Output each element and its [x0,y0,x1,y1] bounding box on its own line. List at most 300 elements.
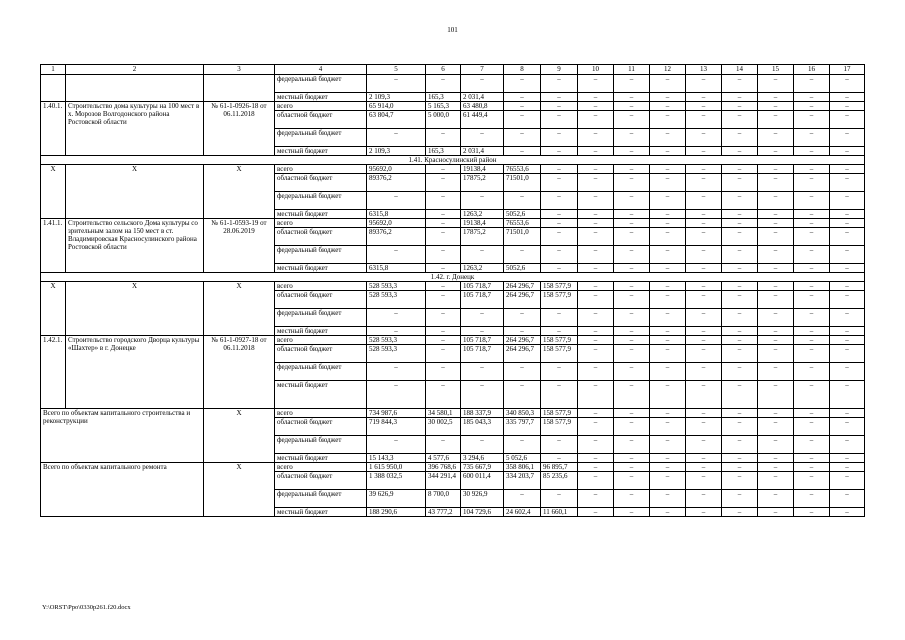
value-cell: – [578,210,614,219]
value-cell: – [722,508,758,517]
value-cell: 39 626,9 [367,490,426,508]
value-cell: – [830,345,865,363]
value-cell: – [758,102,794,111]
value-cell: – [650,192,686,210]
value-cell: 2 109,3 [367,147,426,156]
value-cell: – [686,363,722,381]
value-cell: – [722,75,758,93]
value-cell: – [426,192,461,210]
value-cell: – [614,409,650,418]
funding-source: федеральный бюджет [275,246,367,264]
value-cell: – [686,291,722,309]
value-cell: – [578,93,614,102]
value-cell: – [367,363,426,381]
funding-source: областной бюджет [275,174,367,192]
value-cell: – [614,219,650,228]
column-number: 8 [504,65,541,75]
object-name: X [66,165,204,219]
value-cell: – [614,463,650,472]
value-cell: – [686,102,722,111]
value-cell: 528 593,3 [367,345,426,363]
value-cell: – [541,327,578,336]
object-name: Строительство сельского Дома культуры со зрительным залом на 150 мест в ст. Владимировская Красносулинского района Ростовской области [66,219,204,273]
value-cell: – [650,463,686,472]
column-number: 3 [204,65,275,75]
value-cell: – [794,129,830,147]
value-cell: – [794,309,830,327]
value-cell: – [426,219,461,228]
value-cell: – [758,363,794,381]
value-cell: – [367,309,426,327]
total-name: Всего по объектам капитального ремонта [41,463,204,517]
value-cell: – [426,345,461,363]
value-cell: – [504,129,541,147]
value-cell: – [426,75,461,93]
object-name: Строительство дома культуры на 100 мест в х. Морозов Волгодонского района Ростовской области [66,102,204,156]
value-cell: – [614,174,650,192]
value-cell: – [614,210,650,219]
value-cell: 89376,2 [367,228,426,246]
value-cell: 5 000,0 [426,111,461,129]
funding-source: всего [275,336,367,345]
value-cell: – [758,345,794,363]
value-cell: – [541,75,578,93]
value-cell: – [614,228,650,246]
value-cell: – [504,363,541,381]
value-cell: – [650,228,686,246]
value-cell: – [758,291,794,309]
value-cell: – [541,490,578,508]
value-cell: – [650,472,686,490]
value-cell: – [367,129,426,147]
value-cell: – [614,291,650,309]
value-cell: – [650,102,686,111]
value-cell: 334 203,7 [504,472,541,490]
funding-source: местный бюджет [275,381,367,409]
value-cell: – [578,463,614,472]
funding-source: областной бюджет [275,418,367,436]
value-cell: 264 296,7 [504,345,541,363]
value-cell: – [686,246,722,264]
value-cell: – [461,309,504,327]
object-code: X [41,165,66,219]
value-cell: – [794,345,830,363]
object-code: 1.41.1. [41,219,66,273]
value-cell: – [758,436,794,454]
value-cell: 19138,4 [461,219,504,228]
value-cell: 95692,0 [367,219,426,228]
value-cell: – [578,219,614,228]
value-cell: 34 580,1 [426,409,461,418]
value-cell: – [504,327,541,336]
object-name: X [66,282,204,336]
budget-table [40,64,865,517]
funding-source: федеральный бюджет [275,309,367,327]
value-cell: – [758,228,794,246]
value-cell: – [650,454,686,463]
funding-source: всего [275,219,367,228]
section-row [41,273,865,282]
value-cell: – [758,454,794,463]
value-cell: – [650,147,686,156]
value-cell: – [722,129,758,147]
value-cell: – [686,418,722,436]
funding-source: всего [275,165,367,174]
value-cell: – [426,336,461,345]
value-cell: – [614,102,650,111]
value-cell: – [578,264,614,273]
funding-source: федеральный бюджет [275,490,367,508]
value-cell: – [794,264,830,273]
value-cell: – [794,210,830,219]
value-cell: – [830,381,865,409]
value-cell: 5 165,3 [426,102,461,111]
value-cell: 528 593,3 [367,291,426,309]
object-code: 1.40.1. [41,102,66,156]
value-cell: 735 667,9 [461,463,504,472]
value-cell: – [794,174,830,192]
column-number: 15 [758,65,794,75]
value-cell: – [686,436,722,454]
column-number: 10 [578,65,614,75]
value-cell: – [830,147,865,156]
value-cell: 6315,8 [367,264,426,273]
value-cell: – [426,363,461,381]
value-cell: – [541,309,578,327]
column-number: 5 [367,65,426,75]
value-cell: – [686,327,722,336]
value-cell: – [578,282,614,291]
value-cell: 15 143,3 [367,454,426,463]
value-cell: – [367,246,426,264]
value-cell: 185 043,3 [461,418,504,436]
value-cell: – [578,454,614,463]
value-cell: 1263,2 [461,210,504,219]
value-cell: – [650,210,686,219]
value-cell: 158 577,9 [541,409,578,418]
value-cell: – [578,246,614,264]
value-cell: – [650,327,686,336]
funding-source: областной бюджет [275,228,367,246]
funding-source: местный бюджет [275,210,367,219]
value-cell: – [722,327,758,336]
value-cell: 734 987,6 [367,409,426,418]
object-name [66,75,204,102]
value-cell: – [830,192,865,210]
value-cell: – [794,409,830,418]
value-cell: – [578,409,614,418]
value-cell: – [650,345,686,363]
value-cell: – [830,75,865,93]
value-cell: – [578,291,614,309]
value-cell: 65 914,0 [367,102,426,111]
value-cell: – [614,418,650,436]
value-cell: 1263,2 [461,264,504,273]
value-cell: – [830,93,865,102]
value-cell: – [578,472,614,490]
value-cell: – [426,210,461,219]
value-cell: – [461,192,504,210]
value-cell: – [504,309,541,327]
value-cell: – [722,418,758,436]
value-cell: – [614,436,650,454]
value-cell: – [794,436,830,454]
value-cell: – [722,463,758,472]
funding-source: всего [275,282,367,291]
value-cell: – [830,508,865,517]
value-cell: – [758,93,794,102]
value-cell: – [614,472,650,490]
value-cell: – [794,93,830,102]
funding-source: местный бюджет [275,508,367,517]
value-cell: – [758,472,794,490]
value-cell: – [578,418,614,436]
value-cell: – [614,192,650,210]
value-cell: – [758,75,794,93]
value-cell: – [794,508,830,517]
value-cell: 719 844,3 [367,418,426,436]
column-number: 6 [426,65,461,75]
value-cell: – [614,264,650,273]
value-cell: – [541,454,578,463]
value-cell: – [461,327,504,336]
value-cell: 19138,4 [461,165,504,174]
column-number: 16 [794,65,830,75]
value-cell: – [461,363,504,381]
value-cell: 8 700,0 [426,490,461,508]
value-cell: 264 296,7 [504,291,541,309]
value-cell: – [650,75,686,93]
value-cell: – [650,309,686,327]
value-cell: – [794,418,830,436]
value-cell: – [367,436,426,454]
value-cell: – [578,327,614,336]
column-number: 11 [614,65,650,75]
value-cell: – [426,381,461,409]
value-cell: 71501,0 [504,228,541,246]
section-row [41,156,865,165]
value-cell: – [686,282,722,291]
funding-source: федеральный бюджет [275,436,367,454]
value-cell: – [794,282,830,291]
value-cell: – [830,409,865,418]
file-path-footer: Y:\ORST\Ppo\0330p261.f20.docx [42,604,131,611]
value-cell: – [722,309,758,327]
value-cell: – [830,219,865,228]
value-cell: – [794,165,830,174]
value-cell: – [578,174,614,192]
value-cell: – [758,111,794,129]
value-cell: – [614,363,650,381]
value-cell: 264 296,7 [504,336,541,345]
value-cell: 85 235,6 [541,472,578,490]
value-cell: – [758,409,794,418]
document-ref: X [204,282,275,336]
document-ref: № 61-1-0926-18 от 06.11.2018 [204,102,275,156]
value-cell: – [722,490,758,508]
value-cell: 165,3 [426,147,461,156]
table-row [41,102,865,111]
value-cell: – [794,472,830,490]
value-cell: – [758,309,794,327]
value-cell: – [830,418,865,436]
value-cell: – [504,93,541,102]
value-cell: – [758,463,794,472]
object-code: X [41,282,66,336]
value-cell: – [722,345,758,363]
value-cell: – [686,147,722,156]
table-row [41,282,865,291]
value-cell: – [686,490,722,508]
value-cell: 63 480,8 [461,102,504,111]
value-cell: 17875,2 [461,228,504,246]
value-cell: – [686,409,722,418]
value-cell: – [541,147,578,156]
funding-source: местный бюджет [275,454,367,463]
value-cell: – [794,327,830,336]
value-cell: 63 804,7 [367,111,426,129]
table-row [41,463,865,472]
value-cell: 5 052,6 [504,454,541,463]
value-cell: 11 660,1 [541,508,578,517]
value-cell: – [541,102,578,111]
value-cell: – [830,336,865,345]
value-cell: – [541,174,578,192]
value-cell: – [686,309,722,327]
value-cell: – [830,165,865,174]
value-cell: 528 593,3 [367,282,426,291]
value-cell: – [578,381,614,409]
value-cell: – [686,336,722,345]
table-row [41,165,865,174]
value-cell: – [758,174,794,192]
value-cell: – [614,490,650,508]
value-cell: – [686,192,722,210]
value-cell: – [758,192,794,210]
column-number: 13 [686,65,722,75]
value-cell: – [650,165,686,174]
funding-source: федеральный бюджет [275,75,367,93]
value-cell: 158 577,9 [541,345,578,363]
value-cell: 105 718,7 [461,282,504,291]
funding-source: федеральный бюджет [275,363,367,381]
value-cell: – [541,436,578,454]
funding-source: областной бюджет [275,472,367,490]
value-cell: – [504,192,541,210]
value-cell: 5052,6 [504,210,541,219]
value-cell: – [794,192,830,210]
value-cell: – [504,490,541,508]
funding-source: областной бюджет [275,291,367,309]
value-cell: 158 577,9 [541,418,578,436]
value-cell: – [722,246,758,264]
value-cell: 105 718,7 [461,291,504,309]
value-cell: – [426,309,461,327]
value-cell: – [686,472,722,490]
value-cell: – [367,75,426,93]
document-ref: № 61-1-0927-18 от 06.11.2018 [204,336,275,409]
value-cell: – [650,336,686,345]
value-cell: – [461,381,504,409]
value-cell: – [758,381,794,409]
value-cell: – [830,228,865,246]
value-cell: – [830,291,865,309]
value-cell: – [830,436,865,454]
value-cell: – [650,490,686,508]
value-cell: – [541,111,578,129]
value-cell: – [722,381,758,409]
funding-source: федеральный бюджет [275,129,367,147]
value-cell: 344 291,4 [426,472,461,490]
value-cell: 158 577,9 [541,282,578,291]
value-cell: – [426,327,461,336]
value-cell: – [578,147,614,156]
value-cell: – [614,93,650,102]
column-number: 17 [830,65,865,75]
value-cell: 17875,2 [461,174,504,192]
value-cell: 6315,8 [367,210,426,219]
value-cell: – [686,174,722,192]
value-cell: – [722,436,758,454]
column-number: 9 [541,65,578,75]
value-cell: – [686,264,722,273]
value-cell: – [650,246,686,264]
value-cell: – [367,327,426,336]
value-cell: – [367,192,426,210]
value-cell: – [578,111,614,129]
value-cell: – [686,210,722,219]
value-cell: – [686,345,722,363]
value-cell: – [722,264,758,273]
value-cell: – [614,309,650,327]
value-cell: – [614,129,650,147]
value-cell: – [794,111,830,129]
value-cell: – [541,93,578,102]
funding-source: местный бюджет [275,93,367,102]
value-cell: – [686,219,722,228]
value-cell: – [614,282,650,291]
value-cell: – [650,219,686,228]
value-cell: – [578,508,614,517]
funding-source: всего [275,463,367,472]
value-cell: – [722,93,758,102]
value-cell: – [614,345,650,363]
value-cell: 340 850,3 [504,409,541,418]
value-cell: – [686,228,722,246]
total-name: Всего по объектам капитального строительства и реконструкции [41,409,204,463]
value-cell: – [794,147,830,156]
value-cell: – [830,246,865,264]
value-cell: – [650,291,686,309]
funding-source: областной бюджет [275,111,367,129]
value-cell: – [614,336,650,345]
value-cell: 89376,2 [367,174,426,192]
value-cell: – [758,210,794,219]
value-cell: 188 337,9 [461,409,504,418]
column-number: 14 [722,65,758,75]
value-cell: – [614,111,650,129]
value-cell: – [541,165,578,174]
value-cell: – [758,508,794,517]
value-cell: – [830,102,865,111]
value-cell: – [426,282,461,291]
value-cell: – [794,102,830,111]
value-cell: – [758,336,794,345]
value-cell: – [794,336,830,345]
document-ref [204,75,275,102]
value-cell: – [578,102,614,111]
value-cell: – [426,246,461,264]
